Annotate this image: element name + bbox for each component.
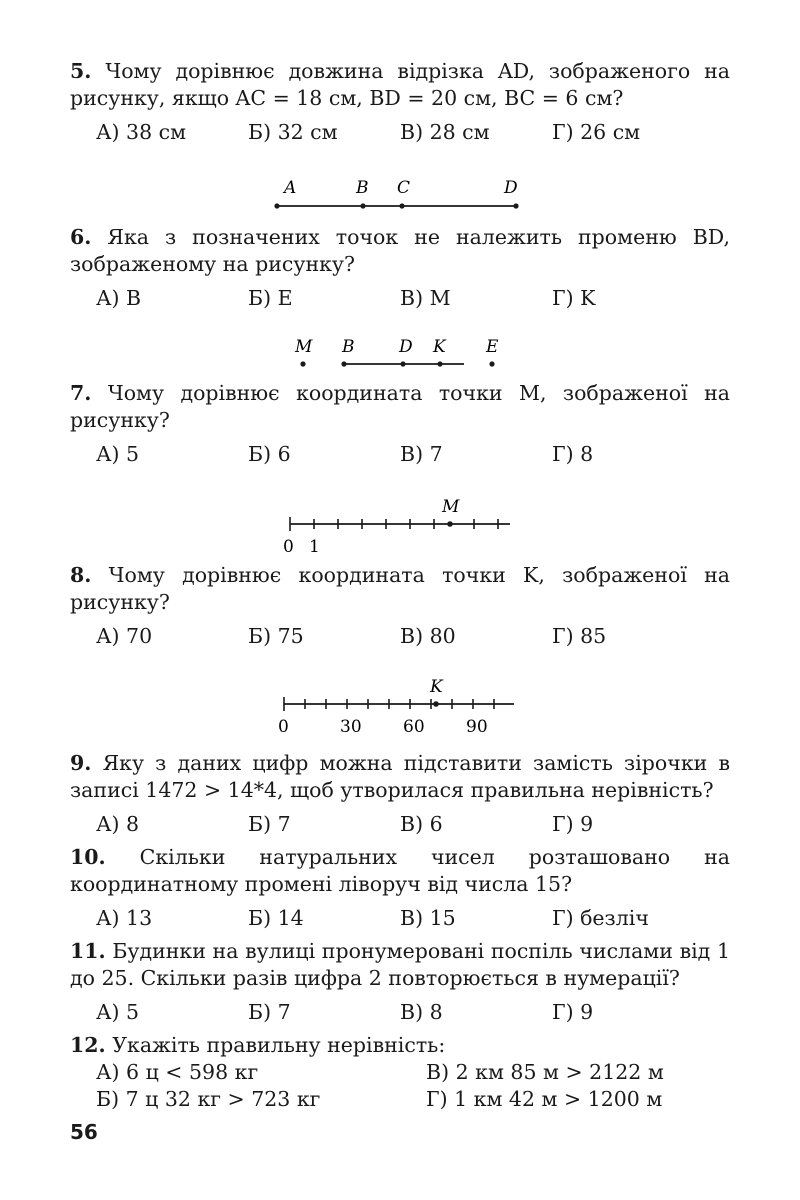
question-12: [70, 1032, 730, 1059]
point-m: [300, 361, 305, 366]
page-content: [70, 58, 730, 1113]
question-8: [70, 562, 730, 616]
answer-option: В) 8: [400, 1000, 443, 1024]
label-m: M: [295, 337, 313, 357]
question-text: Укажіть правильну нерівність:: [112, 1033, 446, 1057]
question-number: 6.: [70, 225, 92, 249]
answer-option: В) 6: [400, 812, 443, 836]
question-10: [70, 844, 730, 898]
question-text: Яка з позначених точок не належить променю BD, зображеному на рисунку?: [70, 225, 730, 276]
question-text: Скільки натуральних чисел розташовано на координатному промені ліворуч від числа 15?: [70, 845, 730, 896]
answer-option: В) 80: [400, 624, 456, 648]
answer-option: Г) 26 см: [552, 120, 641, 144]
answer-option: А) 8: [96, 812, 140, 836]
figure-segment-ad: [70, 146, 730, 218]
question-text: Чому дорівнює координата точки M, зображеної на рисунку?: [70, 381, 730, 432]
answer-option: Г) 1 км 42 м > 1200 м: [426, 1087, 663, 1111]
answer-option: В) 2 км 85 м > 2122 м: [426, 1060, 664, 1084]
question-5: [70, 58, 730, 112]
question-number: 8.: [70, 563, 92, 587]
answer-option: Б) 6: [248, 442, 291, 466]
tick-label: 30: [340, 717, 362, 737]
answer-option: Б) 7 ц 32 кг > 723 кг: [96, 1087, 321, 1111]
point-m: [447, 521, 453, 527]
label-k: K: [430, 677, 443, 697]
answer-option: В) 28 см: [400, 120, 490, 144]
point-a: [274, 203, 279, 208]
answer-option: Б) E: [248, 286, 293, 310]
answer-option: Б) 7: [248, 1000, 291, 1024]
label-a: A: [284, 178, 297, 198]
number-line-diagram: [70, 468, 730, 560]
question-6: [70, 224, 730, 278]
answers-10: [96, 904, 730, 932]
answers-8: [96, 622, 730, 650]
label-d: D: [504, 178, 518, 198]
question-7: [70, 380, 730, 434]
label-b: B: [342, 337, 355, 357]
point-e: [489, 361, 494, 366]
answer-option: А) 70: [96, 624, 153, 648]
question-11: [70, 938, 730, 992]
point-c: [399, 203, 404, 208]
label-m: M: [442, 497, 460, 517]
answer-option: Г) 85: [552, 624, 607, 648]
answer-option: Б) 75: [248, 624, 304, 648]
answer-option: Г) K: [552, 286, 596, 310]
label-c: C: [397, 178, 411, 198]
label-b: B: [356, 178, 369, 198]
segment-diagram: [70, 146, 730, 218]
answers-7: [96, 440, 730, 468]
label-d: D: [399, 337, 413, 357]
question-text: Чому дорівнює довжина відрізка AD, зображеного на рисунку, якщо AC = 18 см, BD = 20 см, BC = 6 см?: [70, 59, 730, 110]
answer-option: А) 38 см: [96, 120, 187, 144]
answer-option: Б) 14: [248, 906, 304, 930]
question-number: 10.: [70, 845, 106, 869]
point-k: [437, 361, 442, 366]
page-number: 56: [70, 1120, 98, 1144]
answer-option: Б) 32 см: [248, 120, 338, 144]
answers-11: [96, 998, 730, 1026]
tick-label: 1: [309, 537, 320, 557]
answer-option: Б) 7: [248, 812, 291, 836]
answer-option: А) 13: [96, 906, 153, 930]
point-b: [360, 203, 365, 208]
figure-number-line-k: [70, 650, 730, 740]
figure-number-line-m: [70, 468, 730, 560]
label-k: K: [433, 337, 446, 357]
point-d: [513, 203, 518, 208]
question-text: Будинки на вулиці пронумеровані поспіль числами від 1 до 25. Скільки разів цифра 2 повторюється в нумерації?: [70, 939, 730, 990]
question-number: 12.: [70, 1033, 106, 1057]
question-text: Яку з даних цифр можна підставити замість зірочки в записі 1472 > 14*4, щоб утворилася правильна нерівність?: [70, 751, 730, 802]
answer-option: А) 5: [96, 442, 140, 466]
answers-12: [96, 1059, 730, 1113]
label-e: E: [486, 337, 499, 357]
answer-option: В) 7: [400, 442, 443, 466]
figure-ray-bd: [70, 312, 730, 376]
answers-6: [96, 284, 730, 312]
answer-option: В) 15: [400, 906, 456, 930]
answer-option: А) B: [96, 286, 142, 310]
answer-option: Г) 8: [552, 442, 594, 466]
answers-5: [96, 118, 730, 146]
answer-option: Г) 9: [552, 1000, 594, 1024]
ray-diagram: [70, 312, 730, 376]
number-line-diagram: [70, 650, 730, 740]
tick-label: 0: [283, 537, 294, 557]
question-number: 7.: [70, 381, 92, 405]
question-number: 5.: [70, 59, 92, 83]
question-number: 11.: [70, 939, 106, 963]
tick-label: 60: [403, 717, 425, 737]
question-number: 9.: [70, 751, 92, 775]
tick-label: 0: [278, 717, 289, 737]
answer-option: В) M: [400, 286, 451, 310]
answer-option: А) 6 ц < 598 кг: [96, 1060, 259, 1084]
question-text: Чому дорівнює координата точки K, зображеної на рисунку?: [70, 563, 730, 614]
tick-label: 90: [466, 717, 488, 737]
answer-option: А) 5: [96, 1000, 140, 1024]
answer-option: Г) безліч: [552, 906, 649, 930]
point-b: [341, 361, 346, 366]
point-k: [433, 701, 439, 707]
answer-option: Г) 9: [552, 812, 594, 836]
point-d: [400, 361, 405, 366]
question-9: [70, 750, 730, 804]
answers-9: [96, 810, 730, 838]
